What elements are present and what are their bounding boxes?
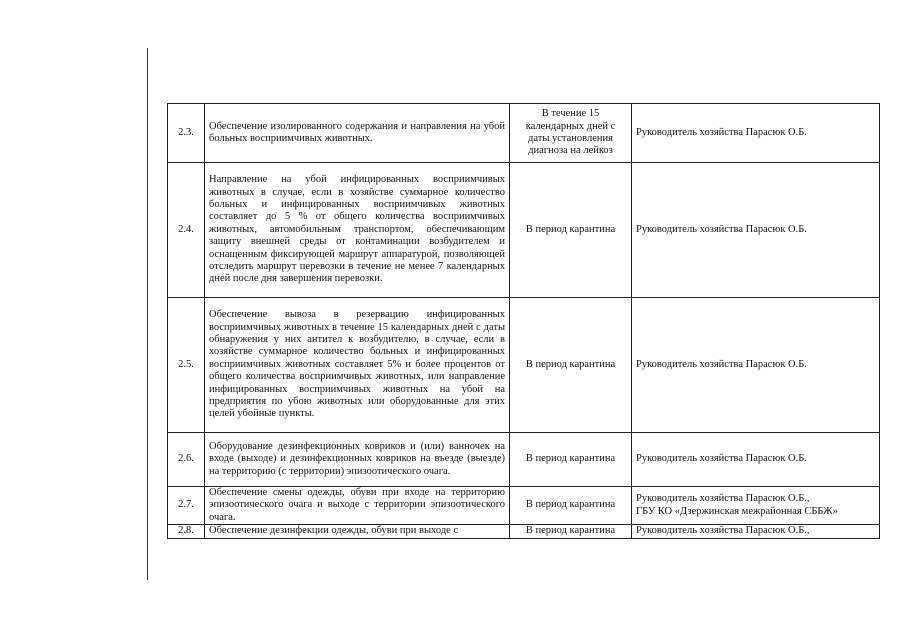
responsible-text: Руководитель хозяйства Парасюк О.Б.	[632, 433, 880, 487]
row-number: 2.4.	[168, 163, 205, 298]
table-row	[168, 433, 880, 487]
action-text: Направление на убой инфицированных восприимчивых животных в случае, если в хозяйстве суммарное количество больных и инфицированных восприимчивых животных составляет до 5 % от общего количества восприимчивых животных, автомобильным транспортом, обеспечивающим защиту внешней среды от контаминации возбудителем и оснащенным фиксирующей маршрут аппаратурой, позволяющей отследить маршрут перевозки в течение не менее 7 календарных дней после дня завершения перевозки.	[205, 163, 510, 298]
responsible-text: Руководитель хозяйства Парасюк О.Б.,	[632, 525, 880, 538]
responsible-text: Руководитель хозяйства Парасюк О.Б.	[632, 298, 880, 433]
responsible-text-secondary: ГБУ КО «Дзержинская межрайонная СББЖ»	[636, 505, 838, 517]
row-number: 2.3.	[168, 104, 205, 163]
table-row	[168, 525, 880, 538]
table-row	[168, 487, 880, 525]
term-text: В период карантина	[510, 487, 632, 525]
row-number: 2.7.	[168, 487, 205, 525]
action-text: Обеспечение вывоза в резервацию инфицированных восприимчивых животных в течение 15 календарных дней с даты обнаружения у них антител к возбудителю, в случае, если в хозяйстве суммарное количество больных и инфицированных восприимчивых животных составляет 5% и более процентов от общего количества восприимчивых животных, или направление инфицированных восприимчивых животных на убой на предприятия по убою животных или оборудованные для этих целей убойные пункты.	[205, 298, 510, 433]
action-text: Оборудование дезинфекционных ковриков и (или) ванночек на входе (выходе) и дезинфекционных ковриков на въезде (выезде) на территорию (с территории) эпизоотического очага.	[205, 433, 510, 487]
action-text: Обеспечение изолированного содержания и направления на убой больных восприимчивых животных.	[205, 104, 510, 163]
responsible-text: Руководитель хозяйства Парасюк О.Б.,	[636, 493, 810, 505]
term-text: В период карантина	[510, 433, 632, 487]
row-number: 2.6.	[168, 433, 205, 487]
action-text: Обеспечение смены одежды, обуви при входе на территорию эпизоотического очага и выходе с территории эпизоотического очага.	[205, 487, 510, 525]
table-row	[168, 298, 880, 433]
page-margin-line	[147, 48, 148, 580]
responsible-text: Руководитель хозяйства Парасюк О.Б.	[632, 104, 880, 163]
responsible-text: Руководитель хозяйства Парасюк О.Б.	[632, 163, 880, 298]
term-text: В период карантина	[510, 298, 632, 433]
term-text: В период карантина	[510, 525, 632, 538]
term-text: В течение 15 календарных дней с даты установления диагноза на лейкоз	[510, 104, 632, 163]
table-row	[168, 163, 880, 298]
table-row	[168, 104, 880, 163]
measures-table	[167, 103, 880, 539]
term-text: В период карантина	[510, 163, 632, 298]
action-text: Обеспечение дезинфекции одежды, обуви при выходе с	[205, 525, 510, 538]
responsible-cell	[632, 487, 880, 525]
row-number: 2.8.	[168, 525, 205, 538]
row-number: 2.5.	[168, 298, 205, 433]
